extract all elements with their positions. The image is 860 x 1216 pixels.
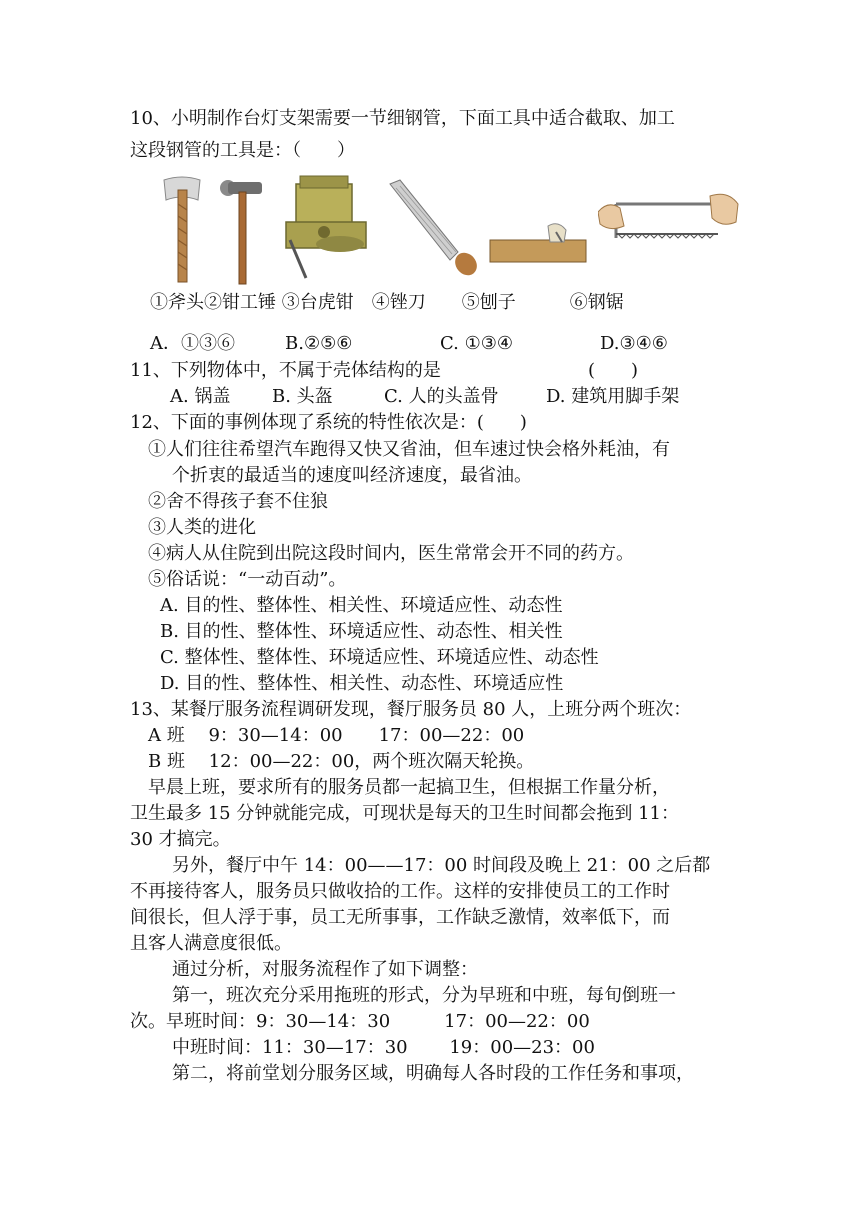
q13-para2-line1: 另外，餐厅中午 14：00——17：00 时间段及晚上 21：00 之后都 bbox=[172, 855, 711, 876]
q13-para1-line3: 30 才搞完。 bbox=[130, 829, 231, 850]
q12-item-4: ④病人从住院到出院这段时间内，医生常常会开不同的药方。 bbox=[148, 543, 634, 564]
q12-item-1-line2: 个折衷的最适当的速度叫经济速度，最省油。 bbox=[172, 465, 532, 486]
q13-para4-line1: 第一，班次充分采用拖班的形式，分为早班和中班，每旬倒班一 bbox=[172, 985, 676, 1006]
q10-stem-line2: 这段钢管的工具是：（ ） bbox=[130, 140, 355, 161]
q10-option-a: A．①③⑥ bbox=[150, 333, 235, 354]
q11-answer-paren: ( ) bbox=[588, 360, 639, 381]
q13-para1-line1: 早晨上班，要求所有的服务员都一起搞卫生，但根据工作量分析， bbox=[148, 777, 670, 798]
q12-stem: 12、下面的事例体现了系统的特性依次是：( ) bbox=[130, 412, 527, 433]
q11-option-a: A. 锅盖 bbox=[170, 386, 231, 407]
q10-stem-line1: 10、小明制作台灯支架需要一节细钢管，下面工具中适合截取、加工 bbox=[130, 108, 675, 129]
q13-para2-line2: 不再接待客人，服务员只做收拾的工作。这样的安排使员工的工作时 bbox=[130, 881, 670, 902]
q13-stem: 13、某餐厅服务流程调研发现，餐厅服务员 80 人，上班分两个班次： bbox=[130, 699, 692, 720]
q13-para1-line2: 卫生最多 15 分钟就能完成，可现状是每天的卫生时间都会拖到 11： bbox=[130, 803, 679, 824]
q12-option-a: A. 目的性、整体性、相关性、环境适应性、动态性 bbox=[160, 595, 563, 616]
q12-item-1-line1: ①人们往往希望汽车跑得又快又省油，但车速过快会格外耗油，有 bbox=[148, 439, 670, 460]
file-image bbox=[386, 178, 486, 278]
q10-option-b: B.②⑤⑥ bbox=[285, 333, 353, 354]
q13-para4-line2: 次。早班时间：9：30—14：30 17：00—22：00 bbox=[130, 1011, 590, 1032]
bench-vise-image bbox=[278, 170, 378, 282]
q13-para2-line4: 且客人满意度很低。 bbox=[130, 933, 292, 954]
q11-option-b: B. 头盔 bbox=[272, 386, 333, 407]
axe-image bbox=[160, 174, 204, 284]
q10-option-c: C. ①③④ bbox=[440, 333, 513, 354]
q12-item-5: ⑤俗话说：“一动百动”。 bbox=[148, 569, 347, 590]
q13-shift-b: B 班 12：00—22：00，两个班次隔天轮换。 bbox=[148, 751, 535, 772]
q11-stem: 11、下列物体中，不属于壳体结构的是 bbox=[130, 360, 441, 381]
q12-option-c: C. 整体性、整体性、环境适应性、环境适应性、动态性 bbox=[160, 647, 599, 668]
q12-item-3: ③人类的进化 bbox=[148, 517, 256, 538]
q12-item-2: ②舍不得孩子套不住狼 bbox=[148, 491, 328, 512]
q12-option-b: B. 目的性、整体性、环境适应性、动态性、相关性 bbox=[160, 621, 563, 642]
hammer-image bbox=[218, 178, 266, 286]
q10-option-d: D.③④⑥ bbox=[600, 333, 668, 354]
q11-option-d: D. 建筑用脚手架 bbox=[546, 386, 680, 407]
q13-para3: 通过分析，对服务流程作了如下调整： bbox=[172, 959, 478, 980]
q11-option-c: C. 人的头盖骨 bbox=[384, 386, 499, 407]
q13-shift-a: A 班 9：30—14：00 17：00—22：00 bbox=[148, 725, 525, 746]
q13-para4-line3: 中班时间：11：30—17：30 19：00—23：00 bbox=[172, 1037, 595, 1058]
tool-images bbox=[150, 170, 750, 290]
tool-labels: ①斧头②钳工锤 ③台虎钳 ④锉刀 ⑤刨子 ⑥钢锯 bbox=[150, 292, 624, 313]
q13-para5: 第二，将前堂划分服务区域，明确每人各时段的工作任务和事项， bbox=[172, 1063, 694, 1084]
q13-para2-line3: 间很长，但人浮于事，员工无所事事，工作缺乏激情，效率低下，而 bbox=[130, 907, 670, 928]
q12-option-d: D. 目的性、整体性、相关性、动态性、环境适应性 bbox=[160, 673, 564, 694]
hacksaw-image bbox=[598, 176, 740, 266]
plane-image bbox=[488, 216, 592, 276]
